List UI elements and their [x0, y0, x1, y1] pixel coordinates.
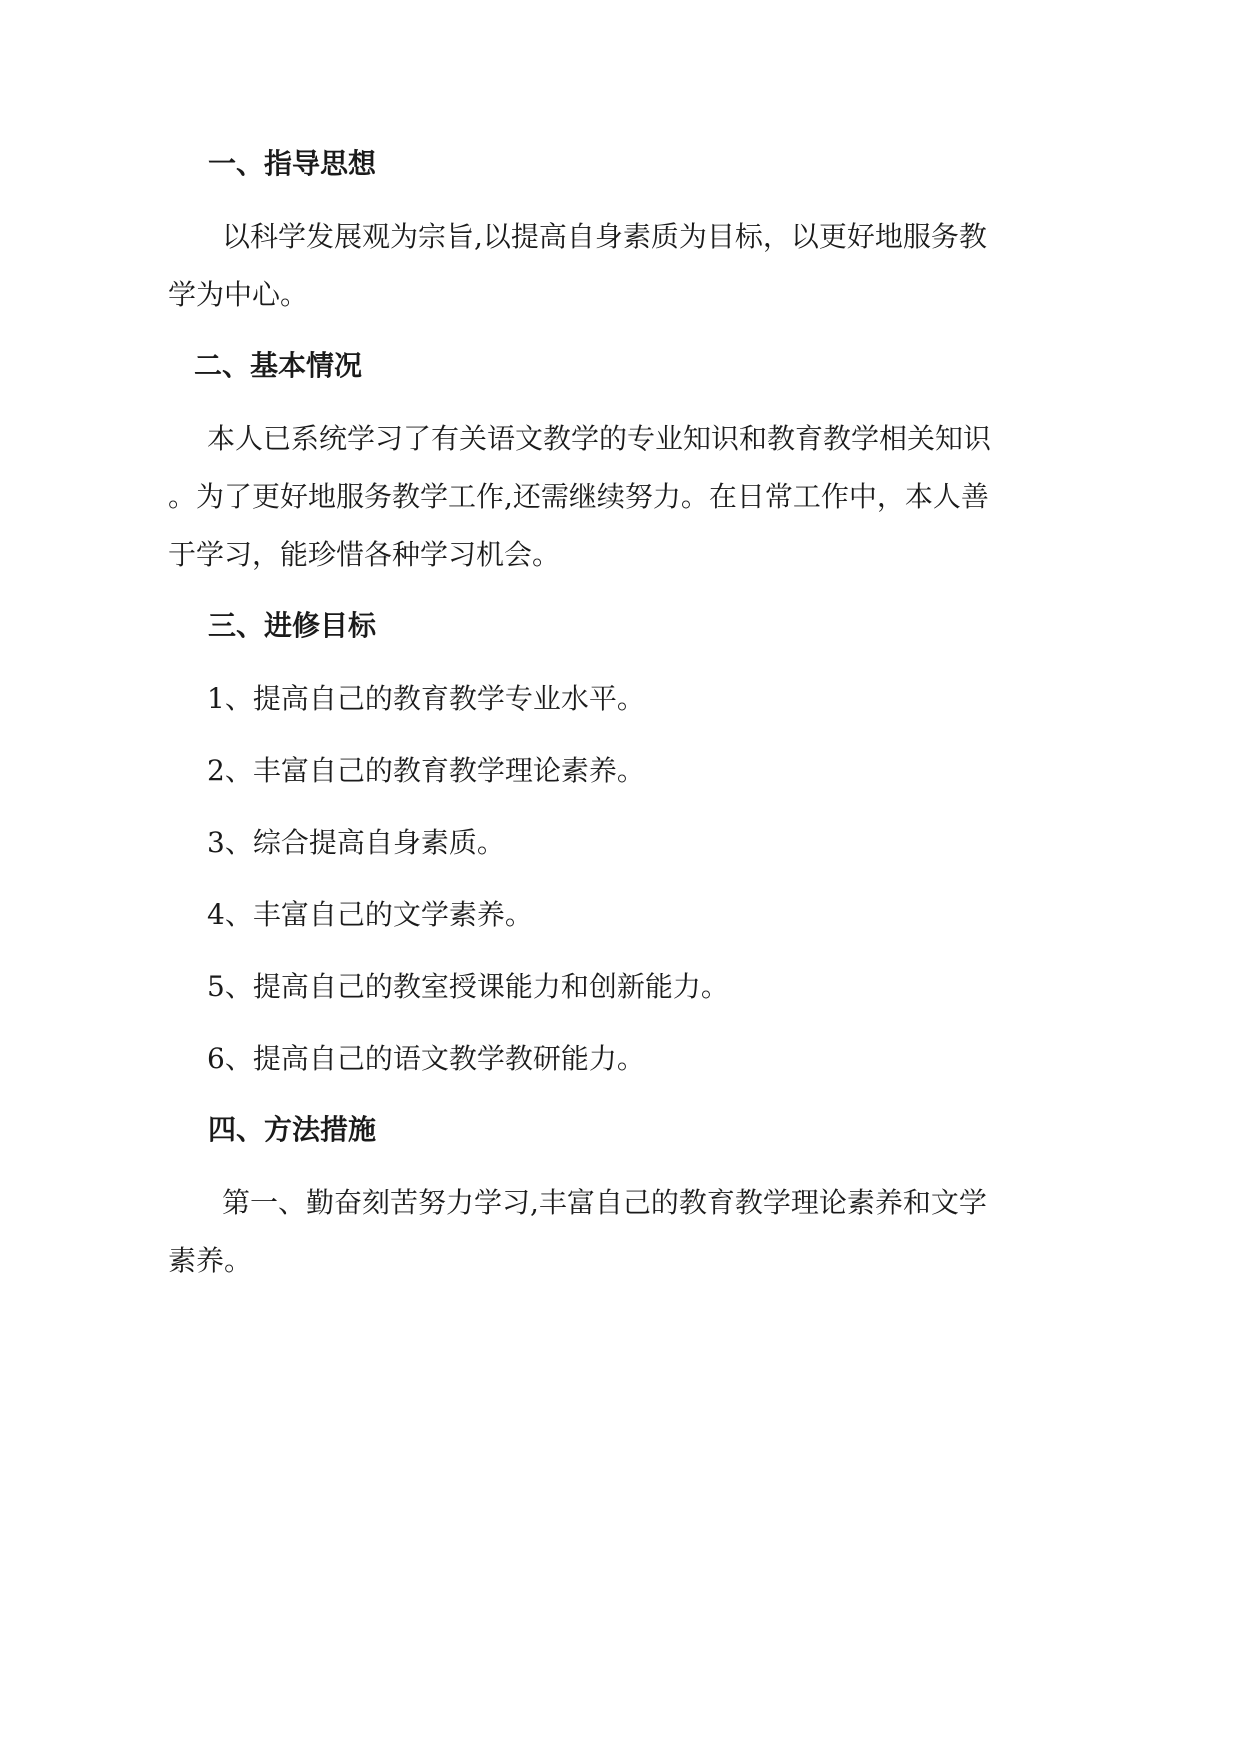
paragraph-line: 。为了更好地服务教学工作,还需继续努力。在日常工作中，本人善 — [168, 480, 989, 513]
list-item: 5、提高自己的教室授课能力和创新能力。 — [207, 970, 729, 1003]
paragraph-line: 第一、勤奋刻苦努力学习,丰富自己的教育教学理论素养和文学 — [222, 1186, 987, 1219]
section-title-study-goals: 三、进修目标 — [208, 609, 377, 642]
paragraph-line: 本人已系统学习了有关语文教学的专业知识和教育教学相关知识 — [207, 422, 992, 455]
list-item: 4、丰富自己的文学素养。 — [207, 898, 533, 931]
list-item: 6、提高自己的语文教学教研能力。 — [207, 1042, 645, 1075]
paragraph-line: 以科学发展观为宗旨,以提高自身素质为目标，以更好地服务教 — [222, 220, 987, 253]
list-item: 2、丰富自己的教育教学理论素养。 — [207, 754, 645, 787]
section-title-methods: 四、方法措施 — [208, 1113, 377, 1146]
section-title-basic-situation: 二、基本情况 — [194, 349, 363, 382]
paragraph-line: 学为中心。 — [168, 278, 309, 311]
paragraph-line: 于学习，能珍惜各种学习机会。 — [168, 538, 561, 571]
paragraph-line: 素养。 — [168, 1244, 253, 1277]
list-item: 1、提高自己的教育教学专业水平。 — [207, 682, 645, 715]
section-title-guiding-thought: 一、指导思想 — [208, 147, 377, 180]
list-item: 3、综合提高自身素质。 — [207, 826, 505, 859]
